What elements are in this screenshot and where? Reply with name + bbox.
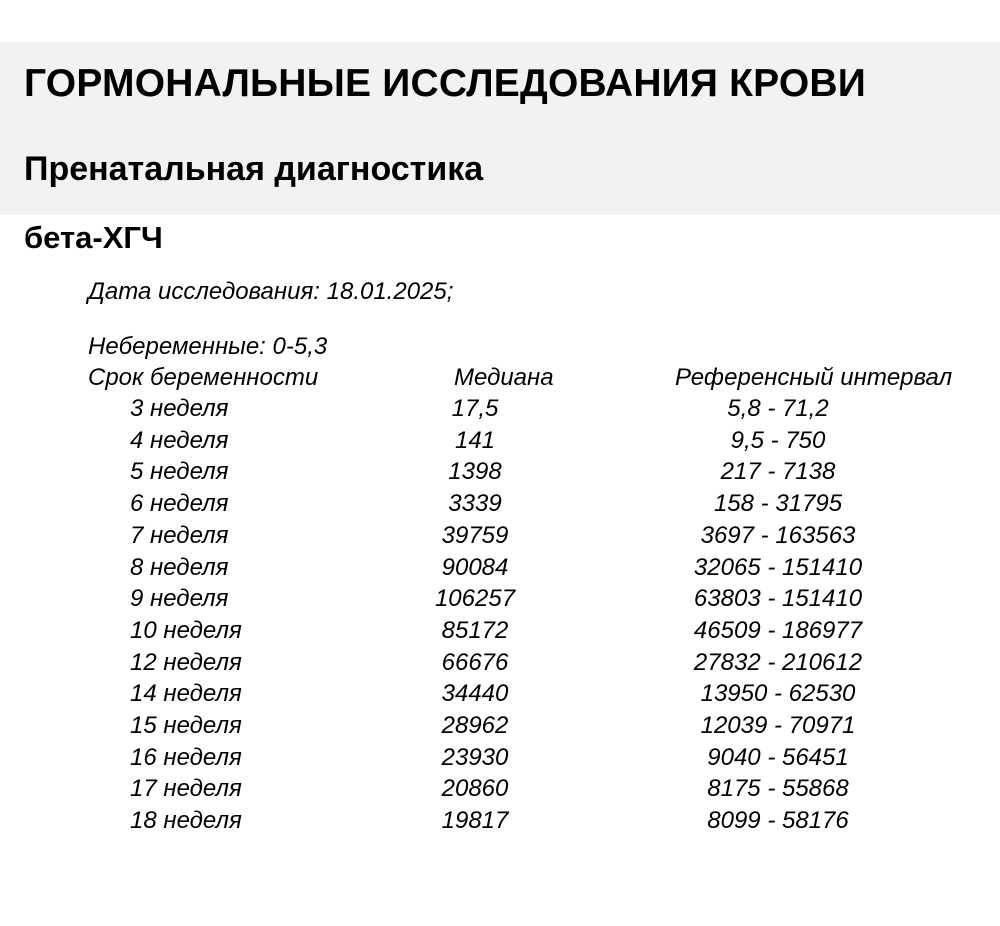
median-cell: 19817 [441, 807, 509, 835]
median-cell: 3339 [448, 490, 502, 518]
range-cell: 13950 - 62530 [700, 680, 856, 708]
week-cell: 7 неделя [130, 521, 229, 549]
table-row [0, 554, 1000, 586]
week-cell: 8 неделя [130, 553, 229, 581]
range-cell: 5,8 - 71,2 [727, 395, 829, 422]
test-date: Дата исследования: 18.01.2025; [88, 278, 454, 305]
range-cell: 63803 - 151410 [693, 585, 863, 613]
range-cell: 12039 - 70971 [700, 712, 856, 739]
table-row [0, 807, 1000, 839]
week-cell: 17 неделя [130, 775, 242, 803]
week-cell: 14 неделя [130, 680, 242, 708]
nonpregnant-reference: Небеременные: 0-5,3 [88, 333, 328, 360]
week-cell: 3 неделя [130, 395, 229, 422]
median-cell: 34440 [441, 680, 509, 708]
column-header-range: Референсный интервал [675, 364, 953, 391]
week-cell: 12 неделя [130, 648, 242, 676]
week-cell: 6 неделя [130, 490, 229, 518]
range-cell: 8175 - 55868 [707, 775, 849, 803]
median-cell: 85172 [441, 616, 509, 644]
table-row [0, 649, 1000, 681]
table-row [0, 680, 1000, 712]
range-cell: 217 - 7138 [720, 458, 836, 486]
table-row [0, 395, 1000, 427]
range-cell: 8099 - 58176 [707, 807, 849, 835]
section-title: Пренатальная диагностика [24, 150, 484, 188]
table-row [0, 490, 1000, 522]
table-row [0, 712, 1000, 744]
week-cell: 4 неделя [130, 426, 229, 454]
week-cell: 18 неделя [130, 807, 242, 835]
median-cell: 66676 [441, 648, 509, 676]
range-cell: 3697 - 163563 [700, 521, 856, 549]
median-cell: 39759 [441, 521, 509, 549]
range-cell: 9,5 - 750 [730, 426, 826, 454]
median-cell: 23930 [441, 743, 509, 771]
table-row [0, 775, 1000, 807]
week-cell: 15 неделя [130, 712, 242, 739]
range-cell: 32065 - 151410 [693, 553, 863, 581]
week-cell: 9 неделя [130, 585, 229, 613]
week-cell: 5 неделя [130, 458, 229, 486]
test-name: бета-ХГЧ [24, 220, 163, 255]
week-cell: 16 неделя [130, 743, 242, 771]
column-header-median: Медиана [454, 364, 554, 391]
range-cell: 9040 - 56451 [707, 743, 849, 771]
table-row [0, 427, 1000, 459]
column-header-week: Срок беременности [88, 364, 319, 391]
range-cell: 27832 - 210612 [693, 648, 863, 676]
median-cell: 141 [454, 426, 496, 454]
median-cell: 20860 [441, 775, 509, 803]
median-cell: 90084 [441, 553, 509, 581]
table-row [0, 585, 1000, 617]
range-cell: 158 - 31795 [713, 490, 843, 518]
median-cell: 1398 [448, 458, 502, 486]
table-row [0, 744, 1000, 776]
week-cell: 10 неделя [130, 616, 242, 644]
range-cell: 46509 - 186977 [693, 616, 863, 644]
page-title: ГОРМОНАЛЬНЫЕ ИССЛЕДОВАНИЯ КРОВИ [24, 62, 867, 105]
table-row [0, 617, 1000, 649]
median-cell: 106257 [434, 585, 516, 613]
table-row [0, 458, 1000, 490]
median-cell: 17,5 [451, 395, 499, 422]
median-cell: 28962 [441, 712, 509, 739]
table-row [0, 522, 1000, 554]
